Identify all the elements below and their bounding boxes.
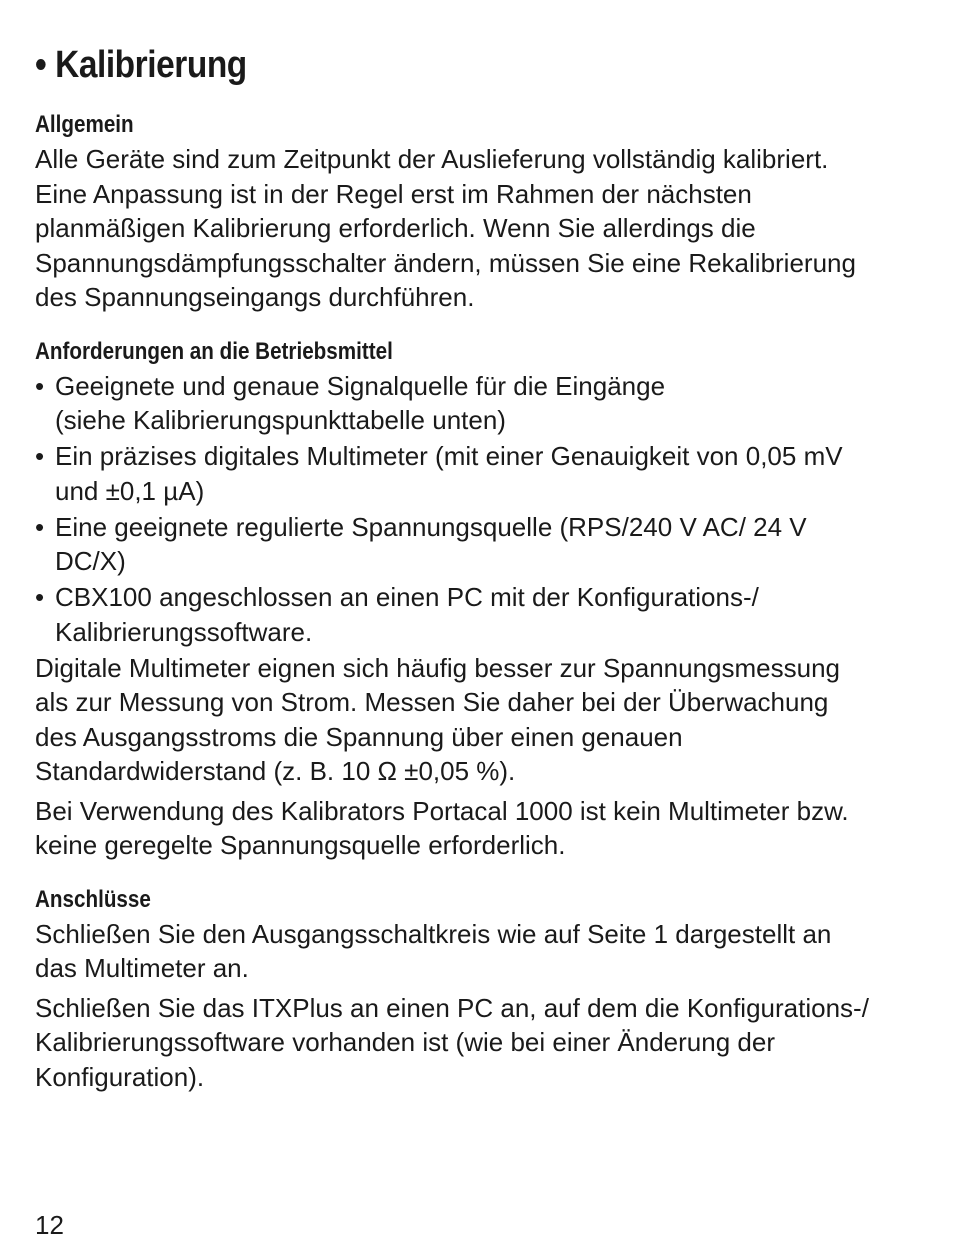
section-heading-allgemein: Allgemein: [35, 111, 134, 138]
list-item: [35, 439, 925, 508]
requirements-list: [35, 369, 925, 650]
multimeter-paragraph: Digitale Multimeter eignen sich häufig besser zur Spannungsmessung als zur Messung von Strom. Messen Sie daher bei der Überwachung des Ausgangsstroms die Spannung über einen genauen Standardwiderstand (z. B. 10 Ω ±0,05 %).: [35, 652, 840, 786]
bullet-icon: •: [35, 582, 45, 612]
section-heading-anforderungen: Anforderungen an die Betriebsmittel: [35, 337, 393, 365]
list-item: [35, 510, 925, 579]
list-item-text: Ein präzises digitales Multimeter (mit einer Genauigkeit von 0,05 mV und ±0,1 µA): [55, 441, 843, 506]
list-item-text: CBX100 angeschlossen an einen PC mit der Konfigurations-/ Kalibrierungssoftware.: [55, 582, 759, 647]
list-item: [35, 580, 925, 649]
portacal-paragraph: Bei Verwendung des Kalibrators Portacal 1000 ist kein Multimeter bzw. keine geregelte Spannungsquelle erforderlich.: [35, 795, 849, 860]
anschluesse-paragraph-2: Schließen Sie das ITXPlus an einen PC an, auf dem die Konfigurations-/ Kalibrierungssoftware vorhanden ist (wie bei einer Änderung der Konfiguration).: [35, 992, 869, 1092]
document-page: [35, 40, 925, 1094]
bullet-icon: •: [35, 370, 45, 401]
page-title: • Kalibrierung: [35, 44, 247, 86]
section-heading-anschluesse: Anschlüsse: [35, 885, 151, 913]
list-item-text: Geeignete und genaue Signalquelle für die Eingänge (siehe Kalibrierungspunkttabelle unten): [55, 370, 666, 435]
list-item-text: Eine geeignete regulierte Spannungsquelle (RPS/240 V AC/ 24 V DC/X): [55, 511, 807, 576]
list-item: [35, 369, 925, 438]
allgemein-paragraph: Alle Geräte sind zum Zeitpunkt der Auslieferung vollständig kalibriert. Eine Anpassung ist in der Regel erst im Rahmen der nächsten planmäßigen Kalibrierung erforderlich. Wenn Sie allerdings die Spannungsdämpfungsschalter ändern, müssen Sie eine Rekalibrierung des Spannungseingangs durchführen.: [35, 144, 856, 312]
bullet-icon: •: [35, 511, 45, 542]
anschluesse-paragraph-1: Schließen Sie den Ausgangsschaltkreis wie auf Seite 1 dargestellt an das Multimeter an.: [35, 918, 832, 983]
section-anschluesse: [35, 883, 925, 1095]
section-anforderungen: [35, 335, 925, 863]
page-number: 12: [35, 1210, 64, 1240]
bullet-icon: •: [35, 441, 45, 471]
